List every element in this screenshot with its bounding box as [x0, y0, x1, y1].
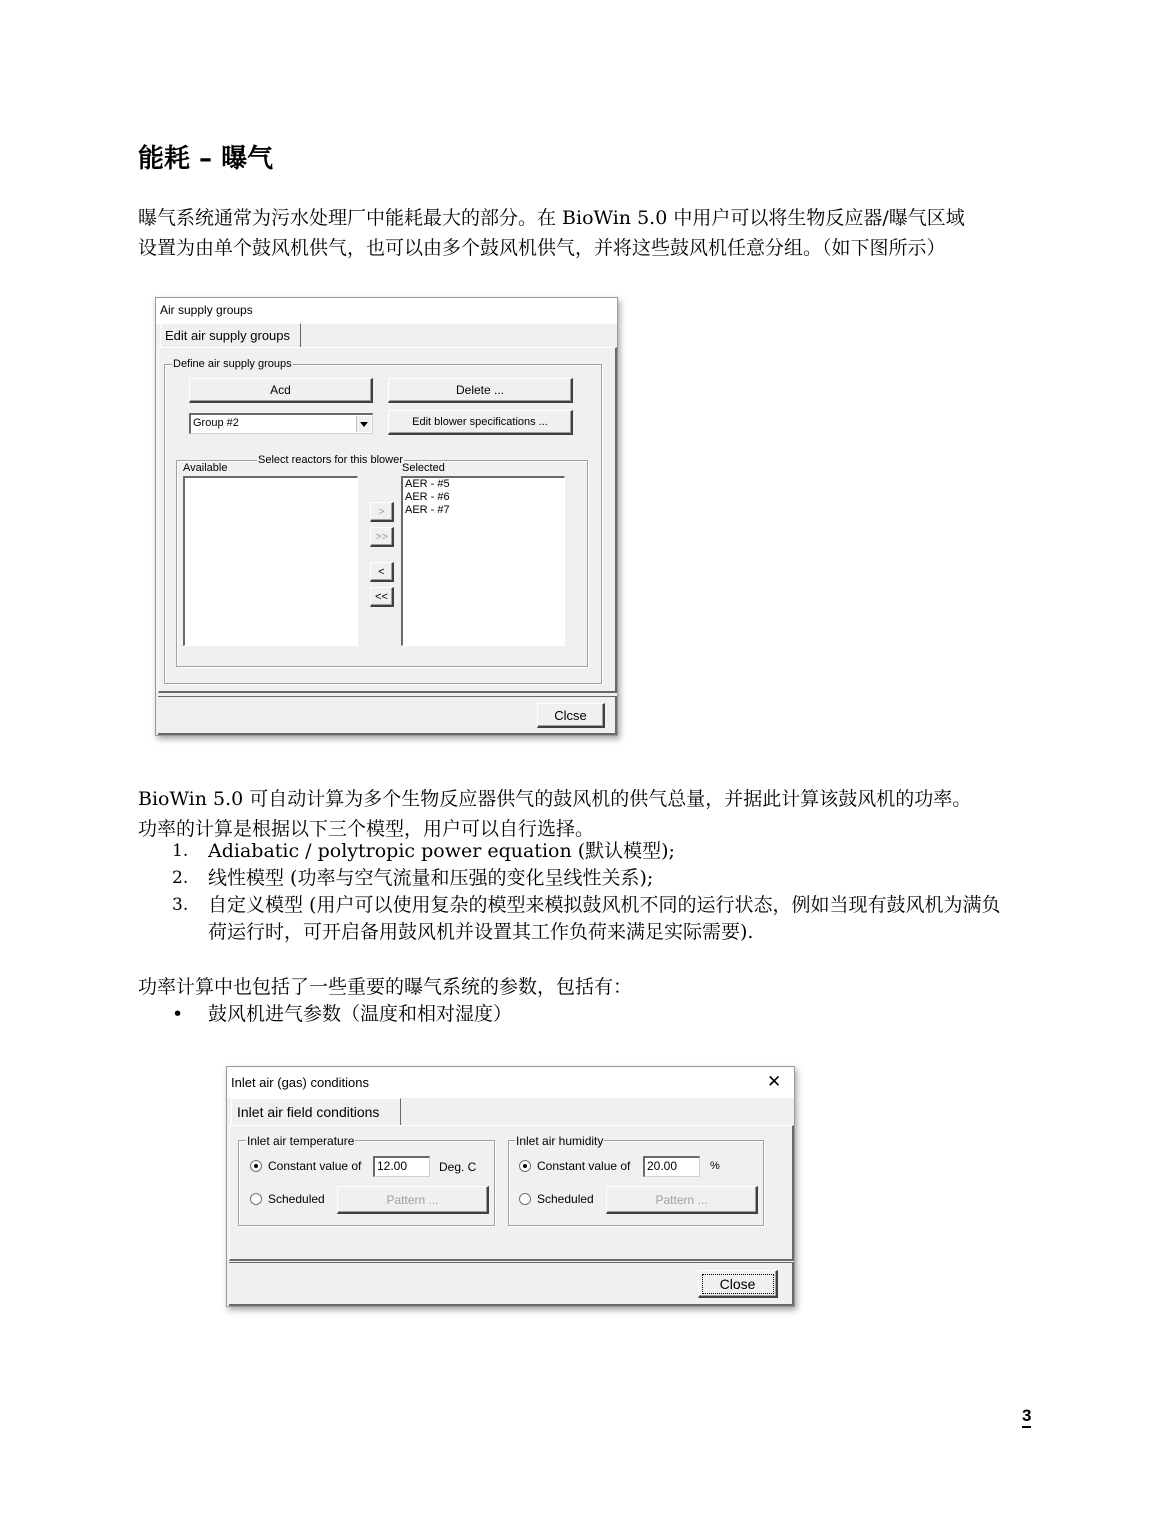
- dialog-titlebar: [227, 1067, 794, 1098]
- available-reactors-list[interactable]: [183, 476, 358, 646]
- group-select-value: Group #2: [193, 417, 239, 429]
- humidity-scheduled-label: Scheduled: [537, 1192, 594, 1206]
- dialog-titlebar: [156, 298, 617, 324]
- move-all-right-button[interactable]: >>: [370, 527, 394, 547]
- tab-edit-air-supply-groups[interactable]: [160, 323, 301, 348]
- available-label: Available: [183, 462, 228, 474]
- calc-line-2: 功率的计算是根据以下三个模型，用户可以自行选择。: [138, 818, 595, 840]
- list-text: 自定义模型 (用户可以使用复杂的模型来模拟鼓风机不同的运行状态，例如当现有鼓风机为满负荷运行时，可开启备用鼓风机并设置其工作负荷来满足实际需要).: [208, 894, 1001, 943]
- intro-line-2: 设置为由单个鼓风机供气，也可以由多个鼓风机供气，并将这些鼓风机任意分组。（如下图所示）: [138, 237, 946, 259]
- tab-label: Edit air supply groups: [165, 328, 291, 343]
- close-button[interactable]: Clcse: [537, 703, 605, 728]
- delete-button[interactable]: Delete ...: [388, 378, 573, 403]
- temp-pattern-button[interactable]: Pattern ...: [337, 1186, 489, 1214]
- power-model-list: [172, 838, 1052, 946]
- group-select[interactable]: [189, 413, 373, 434]
- temp-constant-label: Constant value of: [268, 1159, 362, 1173]
- air-supply-groups-dialog: [155, 297, 618, 736]
- temp-value-field[interactable]: 12.00: [373, 1156, 430, 1177]
- close-button[interactable]: Close: [698, 1270, 778, 1298]
- move-left-button[interactable]: <: [370, 562, 394, 582]
- calc-line-1: BioWin 5.0 可自动计算为多个生物反应器供气的鼓风机的供气总量，并据此计算该鼓风机的功率。: [138, 788, 972, 810]
- selected-label: Selected: [402, 462, 445, 474]
- temp-scheduled-radio[interactable]: [250, 1193, 262, 1205]
- inlet-temperature-legend: Inlet air temperature: [247, 1134, 355, 1148]
- bullet-item: [172, 1000, 512, 1028]
- temp-unit-label: Deg. C: [439, 1160, 477, 1174]
- close-icon[interactable]: ✕: [767, 1072, 782, 1091]
- temp-constant-radio[interactable]: [250, 1160, 262, 1172]
- select-reactors-legend: Select reactors for this blower: [258, 454, 403, 466]
- list-item[interactable]: AER - #5: [405, 478, 450, 490]
- list-number: 3.: [172, 895, 189, 915]
- list-item[interactable]: AER - #7: [405, 504, 450, 516]
- temp-scheduled-label: Scheduled: [268, 1192, 325, 1206]
- define-groups-legend: Define air supply groups: [173, 358, 292, 370]
- humidity-pattern-button[interactable]: Pattern ...: [606, 1186, 758, 1214]
- humidity-scheduled-radio[interactable]: [519, 1193, 531, 1205]
- list-item: [172, 892, 1052, 946]
- dialog-title: Inlet air (gas) conditions: [231, 1075, 370, 1090]
- list-text: 线性模型 (功率与空气流量和压强的变化呈线性关系);: [208, 867, 654, 889]
- humidity-constant-radio[interactable]: [519, 1160, 531, 1172]
- move-all-left-button[interactable]: <<: [370, 587, 394, 607]
- inlet-humidity-legend: Inlet air humidity: [516, 1134, 604, 1148]
- tab-inlet-air-field-conditions[interactable]: [231, 1098, 401, 1126]
- move-right-button[interactable]: >: [370, 502, 394, 522]
- intro-line-1: 曝气系统通常为污水处理厂中能耗最大的部分。在 BioWin 5.0 中用户可以将生物反应器/曝气区域: [138, 207, 965, 229]
- humidity-unit-label: %: [710, 1160, 720, 1172]
- bullet-text: 鼓风机进气参数（温度和相对湿度）: [208, 1003, 513, 1025]
- list-item: [172, 865, 1052, 892]
- list-number: 2.: [172, 868, 189, 888]
- list-item[interactable]: AER - #6: [405, 491, 450, 503]
- page-title: 能耗 – 曝气: [138, 144, 274, 174]
- inlet-air-conditions-dialog: [226, 1066, 795, 1307]
- humidity-constant-label: Constant value of: [537, 1159, 631, 1173]
- add-button[interactable]: Acd: [189, 378, 373, 403]
- bullet-icon: •: [172, 1003, 184, 1025]
- dialog-title: Air supply groups: [160, 303, 253, 317]
- calculation-paragraph: [138, 784, 1068, 844]
- humidity-value-field[interactable]: 20.00: [643, 1156, 700, 1177]
- params-intro: 功率计算中也包括了一些重要的曝气系统的参数，包括有：: [138, 976, 633, 998]
- chevron-down-icon[interactable]: [356, 416, 371, 432]
- list-item: [172, 838, 1052, 865]
- edit-blower-specifications-button[interactable]: Edit blower specifications ...: [388, 410, 573, 435]
- page-number: 3: [1022, 1406, 1031, 1428]
- list-number: 1.: [172, 841, 189, 861]
- tab-label: Inlet air field conditions: [237, 1104, 380, 1120]
- selected-reactors-list[interactable]: [401, 476, 565, 646]
- list-text: Adiabatic / polytropic power equation (默认模型);: [208, 840, 675, 862]
- intro-paragraph: [138, 203, 1058, 263]
